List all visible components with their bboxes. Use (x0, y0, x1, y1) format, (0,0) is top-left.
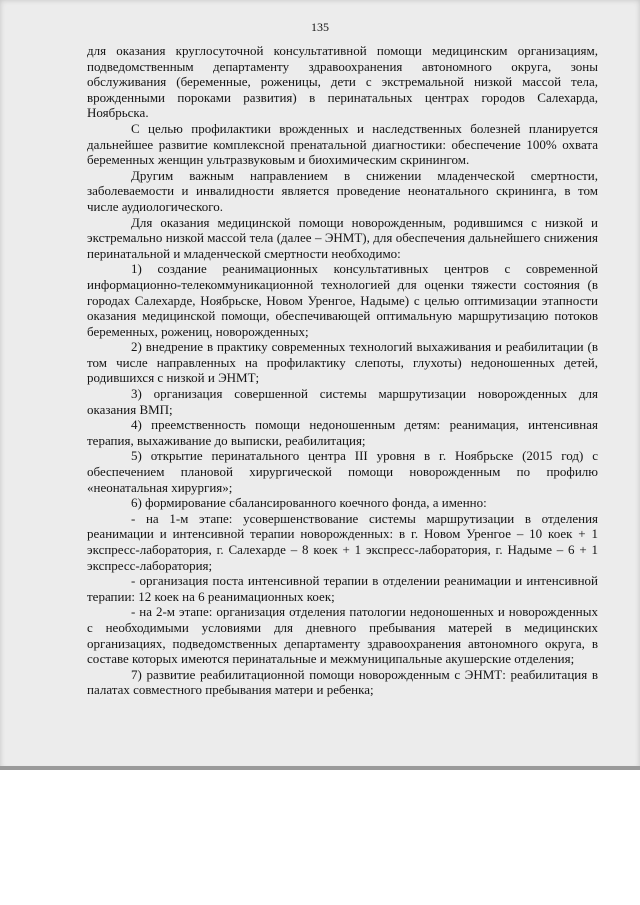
list-item: 2) внедрение в практику современных технологий выхаживания и реабилитации (в том числе направленных на профилактику слепоты, глухоты) недоношенных детей, родившихся с низкой и ЭНМТ; (87, 339, 598, 386)
paragraph: С целью профилактики врожденных и наследственных болезней планируется дальнейшее развитие комплексной пренатальной диагностики: обеспечение 100% охвата беременных женщин ультразвуковым и биохимическим скринингом. (87, 120, 598, 168)
list-item: 1) создание реанимационных консультативных центров с современной информационно-телекоммуникационной технологией для оценки тяжести состояния (в городах Салехарде, Ноябрьске, Новом Уренгое, Надыме) с целью оптимизации этапности оказания медицинской помощи, обеспечивающей оптимальную маршрутизацию потоков беременных, рожениц, новорожденных; (87, 261, 598, 339)
document-body (87, 43, 598, 698)
list-item: 4) преемственность помощи недоношенным детям: реанимация, интенсивная терапия, выхаживание до выписки, реабилитация; (87, 417, 598, 448)
page-number: 135 (311, 20, 329, 34)
list-item: 7) развитие реабилитационной помощи новорожденным с ЭНМТ: реабилитация в палатах совместного пребывания матери и ребенка; (87, 666, 598, 698)
paragraph: для оказания круглосуточной консультативной помощи медицинским организациям, подведомственным департаменту здравоохранения автономного округа, зоны обслуживания (беременные, роженицы, дети с экстремальной низкой массой тела, врожденными пороками развития) в перинатальных центрах городов Салехарда, Ноябрьска. (87, 43, 598, 121)
paragraph: Для оказания медицинской помощи новорожденным, родившимся с низкой и экстремально низкой массой тела (далее – ЭНМТ), для обеспечения дальнейшего снижения перинатальной и младенческой смертности необходимо: (87, 214, 598, 261)
paragraph: Другим важным направлением в снижении младенческой смертности, заболеваемости и инвалидности является проведение неонатального скрининга, в том числе аудиологического. (87, 167, 598, 214)
sub-list-item: - организация поста интенсивной терапии в отделении реанимации и интенсивной терапии: 12 коек на 6 реанимационных коек; (87, 573, 598, 604)
scan-bottom-edge (0, 766, 640, 770)
list-item: 3) организация совершенной системы маршрутизации новорожденных для оказания ВМП; (87, 386, 598, 417)
sub-list-item: - на 1-м этапе: усовершенствование системы маршрутизации в отделения реанимации и интенсивной терапии новорожденных: в г. Новом Уренгое – 10 коек + 1 экспресс-лаборатория, г. Салехарде – 8 коек + 1 экспресс-лаборатория, г. Надыме – 6 + 1 экспресс-лаборатория; (87, 510, 598, 573)
list-item: 5) открытие перинатального центра III уровня в г. Ноябрьске (2015 год) с обеспечением плановой хирургической помощи новорожденным по профилю «неонатальная хирургия»; (87, 448, 598, 495)
list-item: 6) формирование сбалансированного коечного фонда, а именно: (131, 495, 487, 511)
sub-list-item: - на 2-м этапе: организация отделения патологии недоношенных и новорожденных с необходимыми условиями для дневного пребывания матерей в медицинских организациях, подведомственных департаменту здравоохранения автономного округа, в составе которых имеются перинатальные и межмуниципальные акушерские отделения; (87, 604, 598, 667)
